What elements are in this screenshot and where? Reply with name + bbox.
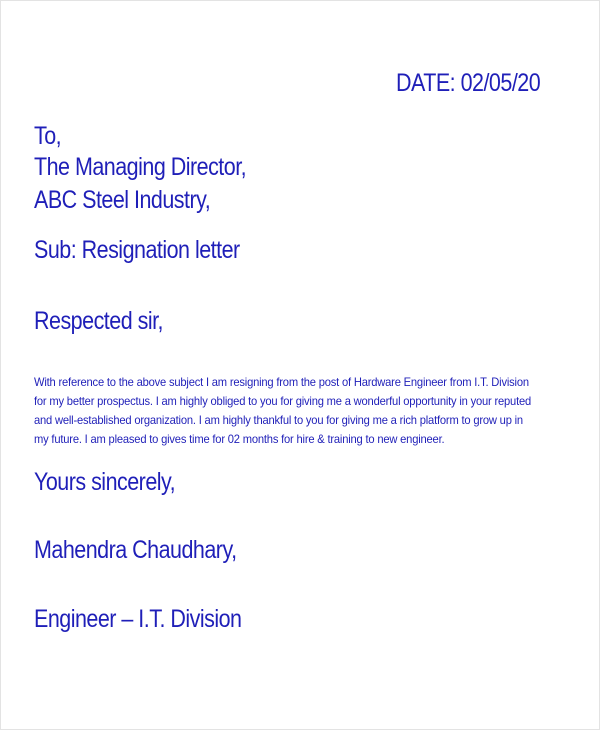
recipient-company: ABC Steel Industry, bbox=[34, 186, 211, 214]
body-line: for my better prospectus. I am highly obliged to you for giving me a wonderful opportunity in your reputed bbox=[34, 394, 532, 408]
letter-salutation: Respected sir, bbox=[34, 307, 164, 335]
body-line: my future. I am pleased to gives time for 02 months for hire & training to new engineer. bbox=[34, 432, 445, 446]
signer-title: Engineer – I.T. Division bbox=[34, 605, 242, 633]
body-line: and well-established organization. I am highly thankful to you for giving me a rich platform to grow up in bbox=[34, 413, 523, 427]
letter-date: DATE: 02/05/20 bbox=[396, 69, 541, 97]
body-line: With reference to the above subject I am resigning from the post of Hardware Engineer from I.T. Division bbox=[34, 375, 529, 389]
letter-body bbox=[34, 373, 594, 449]
recipient-to: To, bbox=[34, 122, 62, 150]
letter-closing: Yours sincerely, bbox=[34, 468, 176, 496]
signer-name: Mahendra Chaudhary, bbox=[34, 536, 237, 564]
letter-subject: Sub: Resignation letter bbox=[34, 236, 240, 264]
recipient-title: The Managing Director, bbox=[34, 153, 247, 181]
